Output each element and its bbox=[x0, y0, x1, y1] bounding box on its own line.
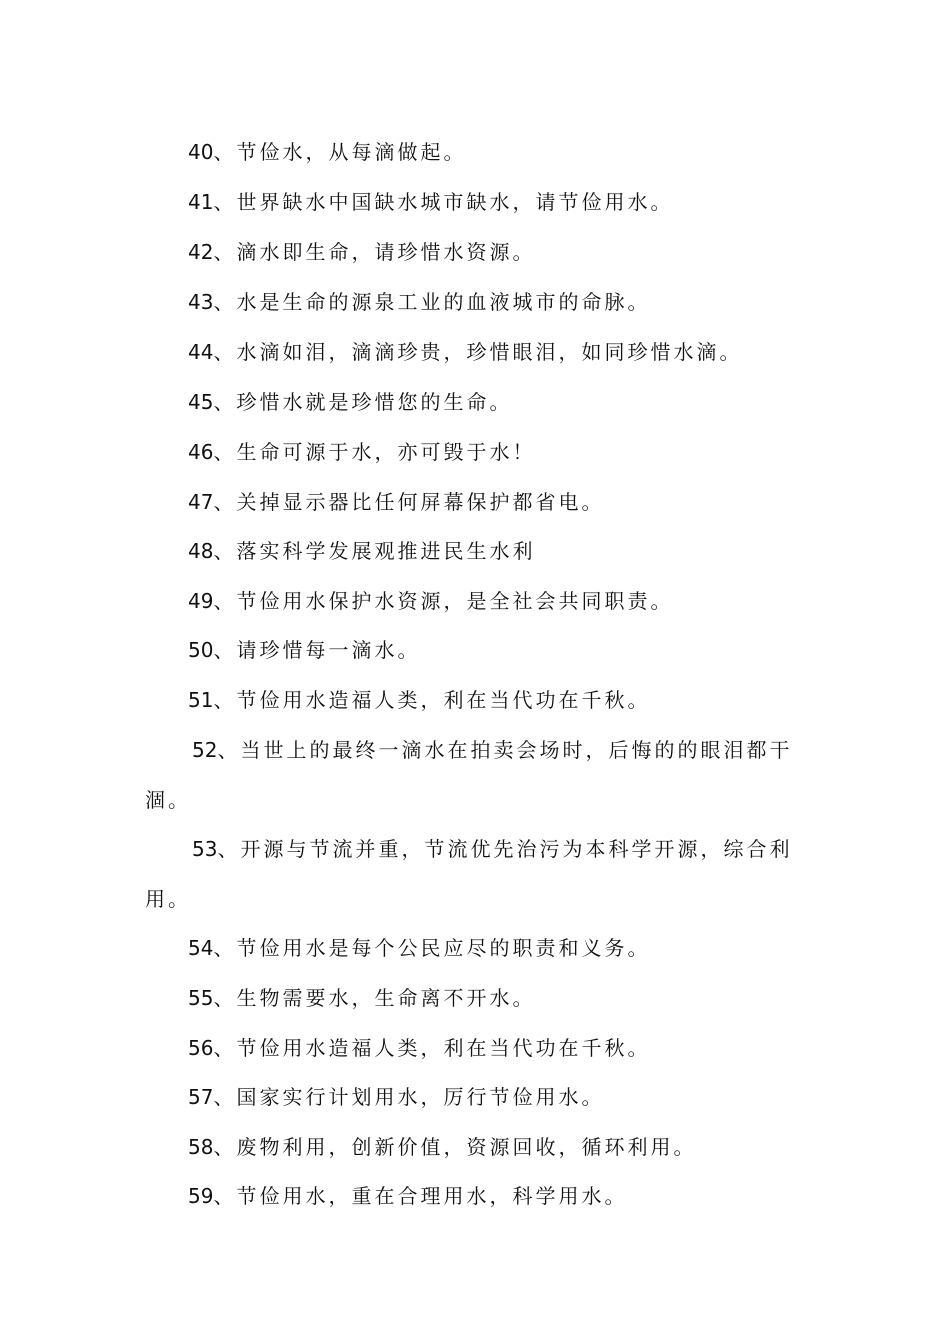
list-item bbox=[188, 1083, 604, 1111]
item-number: 48 bbox=[188, 539, 214, 563]
item-number: 50 bbox=[188, 638, 214, 662]
list-item-continuation: 涸。 bbox=[145, 788, 191, 812]
item-number: 44 bbox=[188, 340, 214, 364]
item-text: 、珍惜水就是珍惜您的生命。 bbox=[213, 390, 513, 414]
list-item-continuation: 用。 bbox=[145, 887, 191, 911]
item-text: 、当世上的最终一滴水在拍卖会场时，后悔的的眼泪都干 bbox=[217, 738, 793, 762]
item-number: 55 bbox=[188, 986, 214, 1010]
item-text: 、节俭水，从每滴做起。 bbox=[213, 140, 467, 164]
item-number: 40 bbox=[188, 140, 214, 164]
list-item bbox=[188, 934, 650, 962]
list-item bbox=[188, 636, 420, 664]
list-item bbox=[188, 1182, 627, 1210]
list-item bbox=[188, 188, 673, 216]
item-number: 51 bbox=[188, 688, 214, 712]
item-text: 、落实科学发展观推进民生水利 bbox=[213, 539, 536, 563]
item-text: 、节俭用水保护水资源，是全社会共同职责。 bbox=[213, 589, 674, 613]
item-number: 57 bbox=[188, 1085, 214, 1109]
item-text: 、节俭用水，重在合理用水，科学用水。 bbox=[213, 1184, 628, 1208]
item-text: 、节俭用水造福人类，利在当代功在千秋。 bbox=[213, 1036, 651, 1060]
list-item bbox=[188, 984, 535, 1012]
list-item bbox=[188, 587, 673, 615]
item-text: 、开源与节流并重，节流优先治污为本科学开源，综合利 bbox=[217, 837, 793, 861]
item-text: 、关掉显示器比任何屏幕保护都省电。 bbox=[213, 490, 605, 514]
list-item bbox=[188, 1034, 650, 1062]
item-number: 59 bbox=[188, 1184, 214, 1208]
item-number: 47 bbox=[188, 490, 214, 514]
item-number: 53 bbox=[192, 837, 218, 861]
item-number: 58 bbox=[188, 1135, 214, 1159]
list-item bbox=[188, 138, 466, 166]
item-number: 56 bbox=[188, 1036, 214, 1060]
item-text: 、节俭用水造福人类，利在当代功在千秋。 bbox=[213, 688, 651, 712]
item-number: 43 bbox=[188, 290, 214, 314]
item-text: 、生命可源于水，亦可毁于水！ bbox=[213, 440, 536, 464]
item-text: 、生物需要水，生命离不开水。 bbox=[213, 986, 536, 1010]
list-item bbox=[188, 686, 650, 714]
item-text: 、节俭用水是每个公民应尽的职责和义务。 bbox=[213, 936, 651, 960]
list-item bbox=[188, 288, 650, 316]
list-item bbox=[188, 438, 535, 466]
item-number: 46 bbox=[188, 440, 214, 464]
list-item bbox=[188, 238, 535, 266]
list-item bbox=[188, 338, 742, 366]
item-text: 、世界缺水中国缺水城市缺水，请节俭用水。 bbox=[213, 190, 674, 214]
item-number: 49 bbox=[188, 589, 214, 613]
item-number: 52 bbox=[192, 738, 218, 762]
item-text: 、国家实行计划用水，厉行节俭用水。 bbox=[213, 1085, 605, 1109]
list-item bbox=[192, 736, 792, 764]
list-item bbox=[188, 1133, 696, 1161]
list-item bbox=[188, 537, 535, 565]
list-item bbox=[188, 388, 512, 416]
item-text: 、滴水即生命，请珍惜水资源。 bbox=[213, 240, 536, 264]
item-text: 、请珍惜每一滴水。 bbox=[213, 638, 421, 662]
item-text: 、废物利用，创新价值，资源回收，循环利用。 bbox=[213, 1135, 697, 1159]
item-number: 45 bbox=[188, 390, 214, 414]
list-item bbox=[192, 835, 792, 863]
item-text: 、水滴如泪，滴滴珍贵，珍惜眼泪，如同珍惜水滴。 bbox=[213, 340, 743, 364]
item-text: 、水是生命的源泉工业的血液城市的命脉。 bbox=[213, 290, 651, 314]
list-item bbox=[188, 488, 604, 516]
item-number: 41 bbox=[188, 190, 214, 214]
item-number: 54 bbox=[188, 936, 214, 960]
item-number: 42 bbox=[188, 240, 214, 264]
